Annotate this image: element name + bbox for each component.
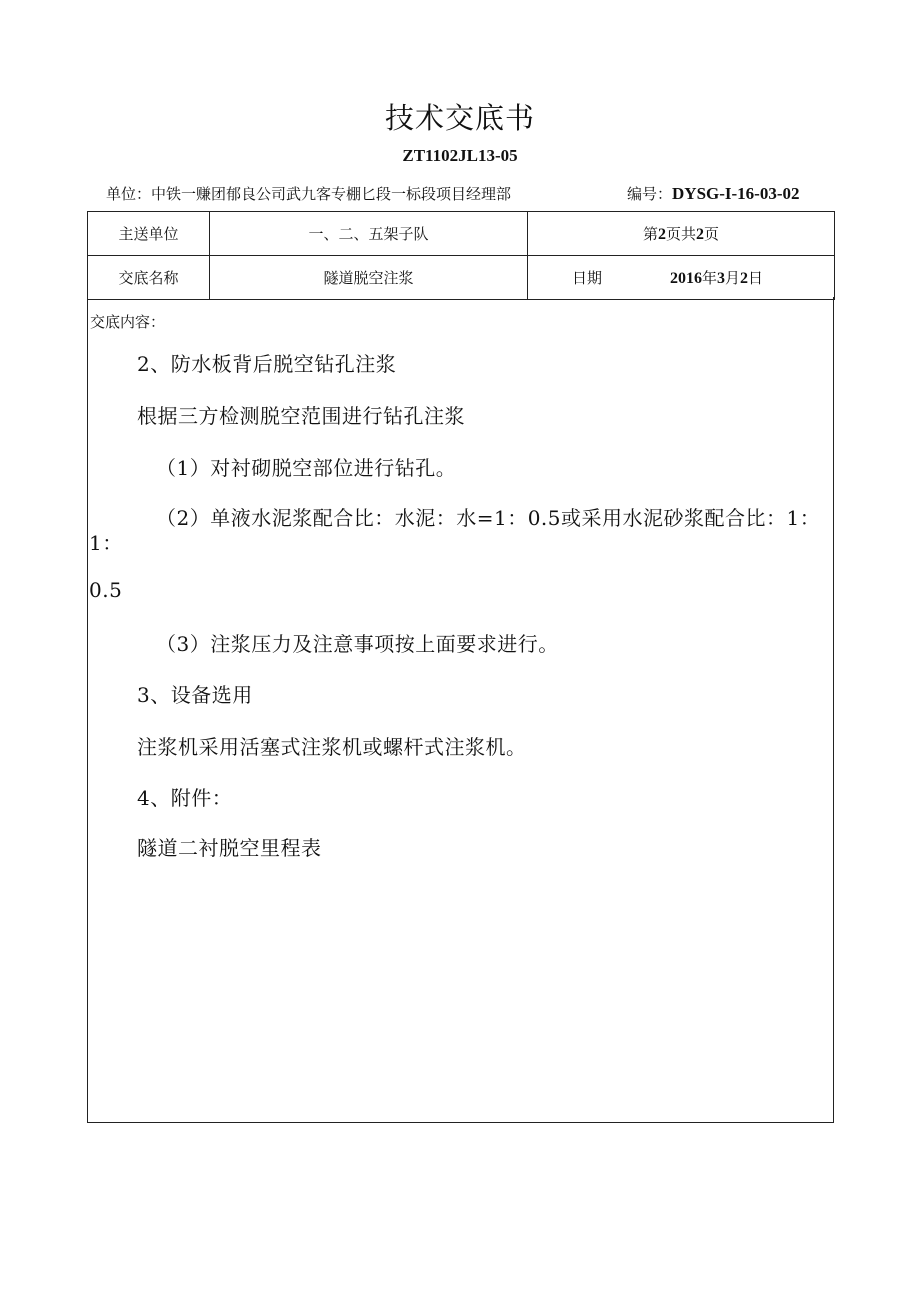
content-line: 注浆机采用活塞式注浆机或螺杆式注浆机。 — [137, 735, 527, 759]
recipient-value: 一、二、五架子队 — [210, 212, 528, 256]
page-total: 2 — [696, 226, 704, 243]
date-month: 3 — [717, 270, 726, 287]
document-code: ZT1102JL13-05 — [402, 146, 518, 165]
date-label: 日期 — [572, 269, 603, 287]
info-row-subject — [88, 256, 835, 300]
date-month-unit: 月 — [725, 269, 741, 287]
subject-value: 隧道脱空注浆 — [210, 256, 528, 300]
document-number — [627, 183, 800, 204]
content-line: 0.5 — [89, 578, 123, 602]
content-line: 1： — [89, 531, 123, 555]
content-box — [87, 297, 834, 1123]
recipient-label: 主送单位 — [88, 212, 210, 256]
info-row-recipient — [88, 212, 835, 256]
date-year-unit: 年 — [702, 269, 718, 287]
content-line: （3）注浆压力及注意事项按上面要求进行。 — [156, 632, 559, 656]
unit-line: 单位：中铁一赚团郁良公司武九客专棚匕段一标段项目经理部 — [106, 185, 512, 203]
page-indicator — [528, 212, 835, 256]
content-label: 交底内容： — [90, 313, 166, 331]
page-suffix: 页 — [704, 225, 720, 243]
subject-label: 交底名称 — [88, 256, 210, 300]
date-day: 2 — [740, 270, 749, 287]
number-value: DYSG-I-16-03-02 — [672, 184, 800, 203]
content-line: （2）单液水泥浆配合比：水泥：水=1：0.5或采用水泥砂浆配合比：1： — [156, 506, 821, 530]
page-current: 2 — [657, 226, 666, 243]
page-prefix: 第 — [642, 225, 658, 243]
content-line: 3、设备选用 — [137, 683, 253, 707]
page-middle: 页共 — [665, 225, 696, 243]
date-year: 2016 — [670, 270, 703, 287]
info-table — [87, 211, 835, 300]
date-value — [670, 267, 763, 288]
number-label: 编号： — [627, 185, 673, 203]
document-title: 技术交底书 — [384, 101, 535, 135]
date-day-unit: 日 — [748, 269, 764, 287]
date-cell — [528, 256, 835, 300]
content-line: 4、附件： — [137, 786, 233, 810]
content-line: （1）对衬砌脱空部位进行钻孔。 — [156, 456, 457, 480]
content-line: 隧道二衬脱空里程表 — [137, 836, 322, 860]
content-line: 2、防水板背后脱空钻孔注浆 — [137, 352, 397, 376]
content-line: 根据三方检测脱空范围进行钻孔注浆 — [137, 404, 465, 428]
